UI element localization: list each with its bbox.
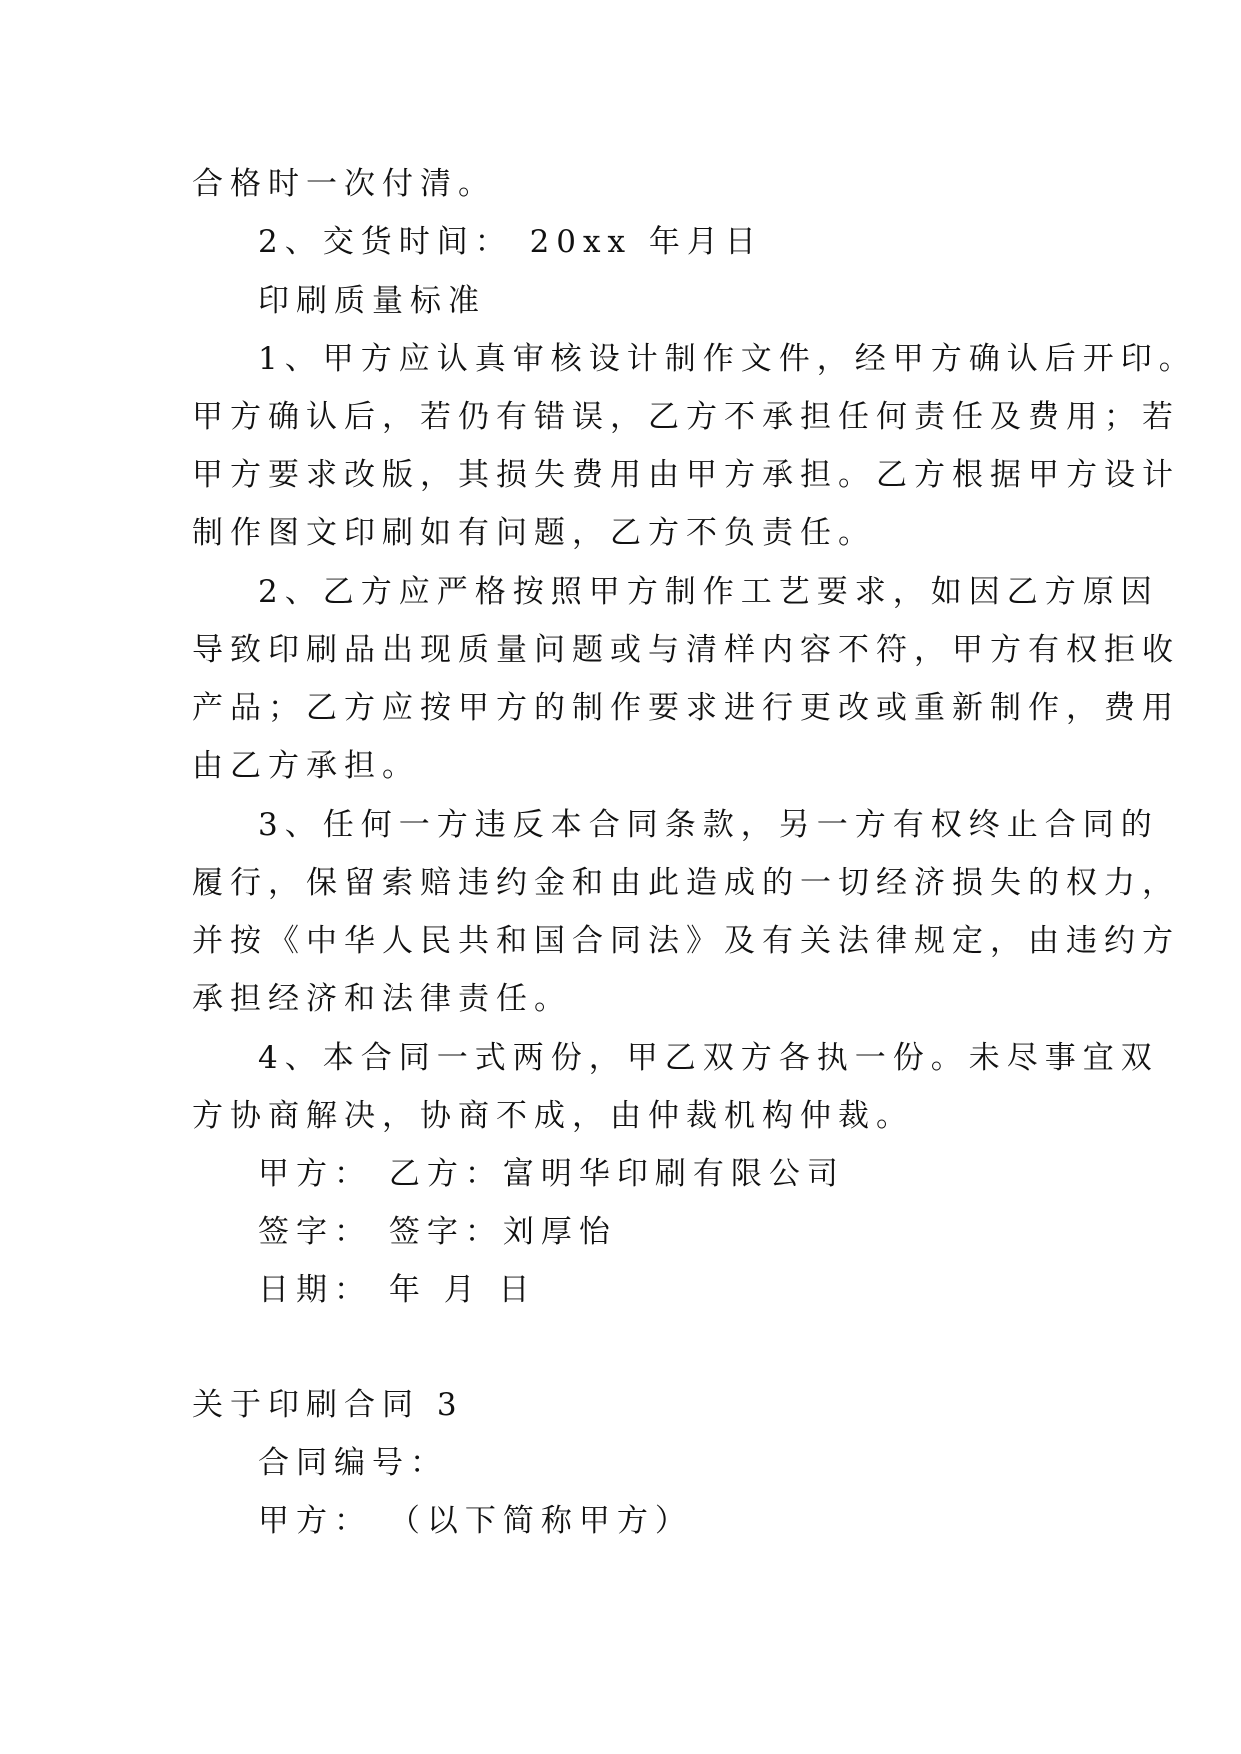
text-line: 履行，保留索赔违约金和由此造成的一切经济损失的权力， (192, 865, 1180, 901)
text-line: 方协商解决，协商不成，由仲裁机构仲裁。 (192, 1098, 914, 1134)
text-line: 导致印刷品出现质量问题或与清样内容不符，甲方有权拒收 (192, 632, 1180, 668)
text-line: 由乙方承担。 (192, 748, 420, 784)
text-line: 制作图文印刷如有问题，乙方不负责任。 (192, 515, 876, 551)
signature-sign-line: 签字： 签字：刘厚怡 (258, 1214, 617, 1250)
signature-party-line: 甲方： 乙方：富明华印刷有限公司 (258, 1156, 845, 1192)
text-line: 4、本合同一式两份，甲乙双方各执一份。未尽事宜双 (258, 1040, 1159, 1076)
text-line: 3、任何一方违反本合同条款，另一方有权终止合同的 (258, 807, 1159, 843)
text-line: 1、甲方应认真审核设计制作文件，经甲方确认后开印。 (258, 341, 1197, 377)
text-line: 甲方要求改版，其损失费用由甲方承担。乙方根据甲方设计 (192, 457, 1180, 493)
text-line: 2、乙方应严格按照甲方制作工艺要求，如因乙方原因 (258, 574, 1159, 610)
text-line: 合格时一次付清。 (192, 166, 496, 202)
section-title: 关于印刷合同 3 (192, 1387, 464, 1423)
section-heading: 印刷质量标准 (258, 283, 486, 319)
signature-date-line: 日期： 年 月 日 (258, 1272, 537, 1308)
text-line: 甲方确认后，若仍有错误，乙方不承担任何责任及费用；若 (192, 399, 1180, 435)
contract-number-line: 合同编号： (258, 1445, 448, 1481)
party-a-line: 甲方： （以下简称甲方） (258, 1503, 693, 1539)
text-line: 承担经济和法律责任。 (192, 981, 572, 1017)
text-line: 2、交货时间： 20xx 年月日 (258, 224, 763, 260)
text-line: 并按《中华人民共和国合同法》及有关法律规定，由违约方 (192, 923, 1180, 959)
text-line: 产品；乙方应按甲方的制作要求进行更改或重新制作，费用 (192, 690, 1180, 726)
